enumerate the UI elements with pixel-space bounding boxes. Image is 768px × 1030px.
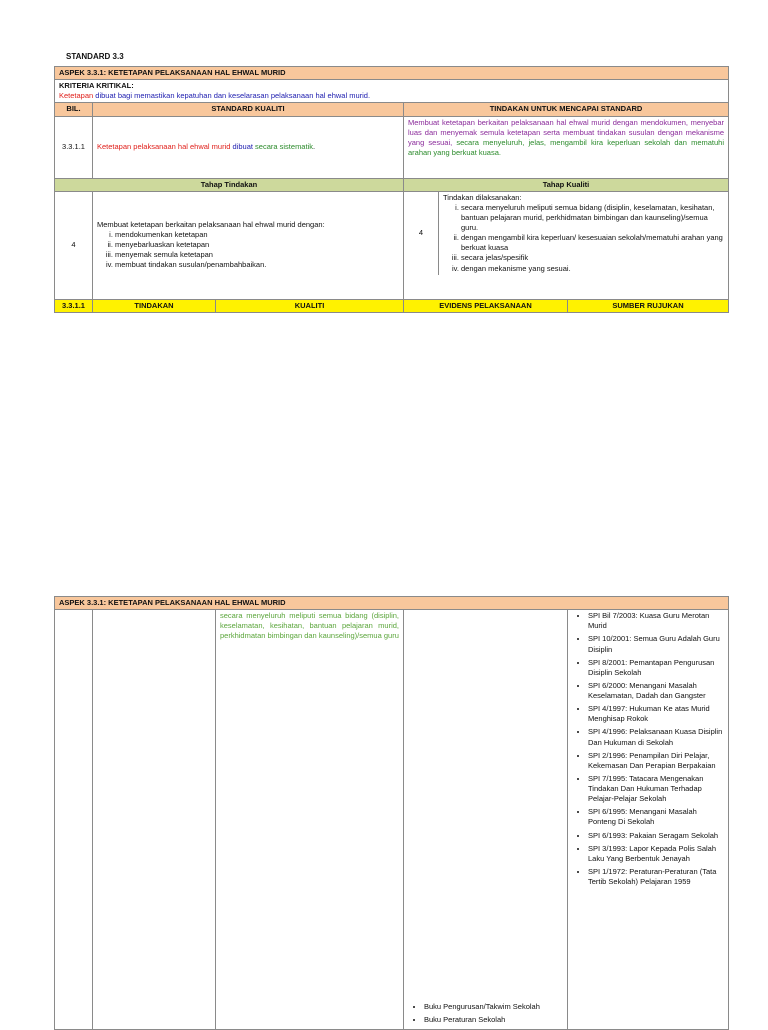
list-item: ii. dengan mengambil kira keperluan/ kesesuaian sekolah/mematuhi arahan yang berkuat kuasa — [461, 233, 724, 253]
detail-tindakan — [93, 610, 216, 1030]
kriteria-part-verb: dibuat — [93, 91, 118, 101]
list-item: • SPI 6/1993: Pakaian Seragam Sekolah — [588, 831, 724, 841]
list-item: • SPI 1/1972: Peraturan-Peraturan (Tata Tertib Sekolah) Pelajaran 1959 — [588, 867, 724, 887]
sq-part-manner: secara sistematik — [255, 141, 313, 151]
level-right: 4 — [404, 192, 439, 275]
kriteria-part-subject: Ketetapan — [59, 91, 94, 101]
footer-evidens: EVIDENS PELAKSANAAN — [404, 299, 568, 312]
list-item: i. secara menyeluruh meliputi semua bidang (disiplin, keselamatan, kesihatan, bantuan pelajaran murid, perkhidmatan bimbingan dan kaunseling)/semua guru. — [461, 203, 724, 233]
tindakan-green: secara menyeluruh, jelas, mengambil kira keperluan sekolah dan mematuhi arahan yang berkuat kuasa. — [408, 137, 724, 157]
kriteria-part-purpose: bagi memastikan kepatuhan dan keselarasan pelaksanaan hal ehwal murid — [117, 91, 368, 101]
header-tahap-tindakan: Tahap Tindakan — [55, 178, 404, 191]
row1-bil: 3.3.1.1 — [55, 116, 93, 178]
sq-part-end: . — [312, 141, 316, 151]
list-item: • SPI 6/2000: Menangani Masalah Keselamatan, Dadah dan Gangster — [588, 681, 724, 701]
list-item: • SPI 2/1996: Penampilan Diri Pelajar, Kekemasan Dan Perapian Berpakaian — [588, 751, 724, 771]
tindakan-intro: Membuat ketetapan berkaitan pelaksanaan hal ehwal murid dengan: — [97, 219, 325, 229]
tindakan-purple: Membuat ketetapan berkaitan pelaksanaan hal ehwal murid dengan mendokumen, menyebar luas dan menyemak semula ketetapan serta membuat tindakan susulan dengan mekanisme yang sesuai, — [408, 117, 725, 147]
kriteria-text — [59, 91, 724, 101]
tahap-kualiti-content — [439, 192, 728, 275]
detail-table — [54, 596, 729, 1030]
header-bil: BIL. — [55, 103, 93, 116]
level-left: 4 — [55, 191, 93, 299]
detail-bil — [55, 610, 93, 1030]
header-standard-kualiti: STANDARD KUALITI — [93, 103, 404, 116]
list-item: • Buku Peraturan Sekolah — [424, 1015, 563, 1025]
list-item: • SPI 3/1993: Lapor Kepada Polis Salah Laku Yang Berbentuk Jenayah — [588, 844, 724, 864]
tahap-tindakan-content — [93, 191, 404, 299]
detail-evidens — [404, 610, 568, 1030]
list-item: iv. dengan mekanisme yang sesuai. — [461, 264, 724, 274]
list-item: • Buku Pengurusan/Takwim Sekolah — [424, 1002, 563, 1012]
kualiti-list — [443, 203, 724, 274]
list-item: • SPI 10/2001: Semua Guru Adalah Guru Disiplin — [588, 634, 724, 654]
detail-sumber — [568, 610, 729, 1030]
header-tahap-kualiti: Tahap Kualiti — [404, 178, 729, 191]
list-item: iii. menyemak semula ketetapan — [115, 250, 399, 260]
list-item: ii. menyebarluaskan ketetapan — [115, 240, 399, 250]
tindakan-list — [97, 230, 399, 271]
footer-sumber: SUMBER RUJUKAN — [568, 299, 729, 312]
header-tindakan-standard: TINDAKAN UNTUK MENCAPAI STANDARD — [404, 103, 729, 116]
sq-part-subject: Ketetapan pelaksanaan hal ehwal murid — [97, 141, 231, 151]
footer-bil: 3.3.1.1 — [55, 299, 93, 312]
row1-standard-kualiti — [93, 116, 404, 178]
kriteria-label: KRITERIA KRITIKAL: — [59, 81, 134, 91]
tahap-kualiti-cell — [404, 191, 729, 299]
sumber-list — [572, 611, 724, 887]
standard-table — [54, 66, 729, 313]
list-item: i. mendokumenkan ketetapan — [115, 230, 399, 240]
detail-kualiti: secara menyeluruh meliputi semua bidang (disiplin, keselamatan, kesihatan, bantuan pelajaran murid, perkhidmatan bimbingan dan kaunseling)/semua guru — [216, 610, 404, 1030]
kriteria-kritikal — [55, 80, 729, 103]
row1-tindakan — [404, 116, 729, 178]
list-item: • SPI 6/1995: Menangani Masalah Ponteng Di Sekolah — [588, 807, 724, 827]
footer-tindakan: TINDAKAN — [93, 299, 216, 312]
list-item: • SPI 4/1997: Hukuman Ke atas Murid Menghisap Rokok — [588, 704, 724, 724]
list-item: • SPI 8/2001: Pemantapan Pengurusan Disiplin Sekolah — [588, 658, 724, 678]
aspek-header-2: ASPEK 3.3.1: KETETAPAN PELAKSANAAN HAL EHWAL MURID — [55, 597, 729, 610]
list-item: • SPI 7/1995: Tatacara Mengenakan Tindakan Dan Hukuman Terhadap Pelajar-Pelajar Sekolah — [588, 774, 724, 804]
kriteria-part-end: . — [367, 91, 371, 101]
aspek-header: ASPEK 3.3.1: KETETAPAN PELAKSANAAN HAL EHWAL MURID — [55, 67, 729, 80]
list-item: iii. secara jelas/spesifik — [461, 253, 724, 263]
kualiti-intro: Tindakan dilaksanakan: — [443, 192, 522, 202]
evidens-list — [408, 1002, 563, 1025]
footer-kualiti: KUALITI — [216, 299, 404, 312]
list-item: • SPI 4/1996: Pelaksanaan Kuasa Disiplin Dan Hukuman di Sekolah — [588, 727, 724, 747]
list-item: • SPI Bil 7/2003: Kuasa Guru Merotan Murid — [588, 611, 724, 631]
sq-part-verb: dibuat — [230, 141, 256, 151]
list-item: iv. membuat tindakan susulan/penambahbaikan. — [115, 260, 399, 270]
standard-title: STANDARD 3.3 — [66, 52, 124, 61]
